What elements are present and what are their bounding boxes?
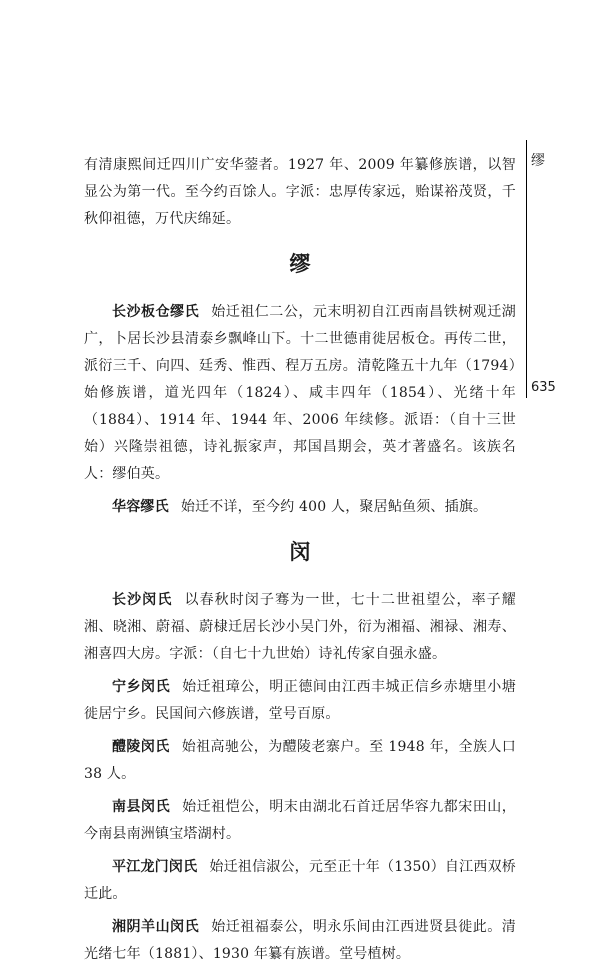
clan-entry-name: 长沙板仓缪氏 bbox=[112, 304, 200, 320]
running-head: 缪 bbox=[531, 153, 545, 169]
clan-entry-name: 南县闵氏 bbox=[112, 799, 171, 815]
clan-entry-name: 平江龙门闵氏 bbox=[112, 859, 198, 875]
continued-paragraph: 有清康熙间迁四川广安华蓥者。1927 年、2009 年纂修族谱，以智显公为第一代。至今约百馀人。字派：忠厚传家远，贻谋裕茂贤，千秋仰祖德，万代庆绵延。 bbox=[84, 157, 516, 227]
clan-entry-name: 醴陵闵氏 bbox=[112, 739, 170, 755]
clan-entry-text: 以春秋时闵子骞为一世，七十二世祖望公，率子耀湘、晓湘、蔚福、蔚棣迁居长沙小吴门外，衍为湘福、湘禄、湘寿、湘喜四大房。字派：（自七十九世始）诗礼传家自强永盛。 bbox=[84, 592, 516, 662]
clan-entry-name: 宁乡闵氏 bbox=[112, 679, 171, 695]
clan-entry-text: 始迁祖信淑公，元至正十年（1350）自江西双桥迁此。 bbox=[84, 859, 516, 902]
section-heading-miao: 缪 bbox=[289, 252, 311, 276]
clan-entry bbox=[84, 794, 516, 848]
clan-entry bbox=[84, 494, 516, 521]
clan-entry bbox=[84, 854, 516, 908]
clan-entry-name: 湘阴羊山闵氏 bbox=[112, 919, 200, 935]
clan-entry-text: 始祖高驰公，为醴陵老寨户。至 1948 年，全族人口 38 人。 bbox=[84, 739, 516, 782]
clan-entry bbox=[84, 299, 516, 488]
clan-entry-name: 长沙闵氏 bbox=[112, 592, 173, 608]
clan-entry-text: 始迁祖福泰公，明永乐间由江西进贤县徙此。清光绪七年（1881）、1930 年纂有族谱。堂号植树。 bbox=[84, 919, 516, 962]
clan-entry bbox=[84, 914, 516, 968]
page-number: 635 bbox=[531, 380, 556, 395]
clan-entry bbox=[84, 734, 516, 788]
clan-entry-text: 始迁不详，至今约 400 人，聚居鲇鱼须、插旗。 bbox=[180, 499, 488, 515]
clan-entry bbox=[84, 587, 516, 668]
clan-entry bbox=[84, 674, 516, 728]
clan-entry-text: 始迁祖恺公，明末由湖北石首迁居华容九都宋田山，今南县南洲镇宝塔湖村。 bbox=[84, 799, 516, 842]
section-heading-min: 闵 bbox=[289, 540, 311, 564]
margin-rule bbox=[526, 140, 527, 398]
clan-entry-text: 始迁祖璋公，明正德间由江西丰城正信乡赤塘里小塘徙居宁乡。民国间六修族谱，堂号百原。 bbox=[84, 679, 516, 722]
page-body bbox=[84, 152, 516, 974]
clan-entry-name: 华容缪氏 bbox=[112, 499, 169, 515]
clan-entry-text: 始迁祖仁二公，元末明初自江西南昌铁树观迁湖广，卜居长沙县清泰乡飘峰山下。十二世德甫徙居板仓。再传二世，派衍三千、向四、廷秀、惟西、程万五房。清乾隆五十九年（1794）始修族谱，道光四年（1824）、咸丰四年（1854）、光绪十年（1884）、1914 年、1944 年、2006 年续修。派语：（自十三世始）兴隆崇祖德，诗礼振家声，邦国昌期会，英才著盛名。该族名人：缪伯英。 bbox=[84, 304, 516, 482]
